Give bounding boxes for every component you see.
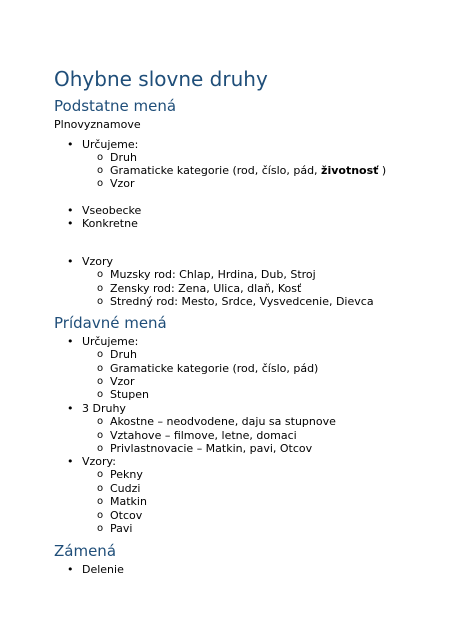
sub-marker: o — [97, 269, 104, 280]
sub-item-text: Otcov — [110, 509, 143, 522]
sub-marker: o — [97, 483, 104, 494]
heading-podstatne-mena: Podstatne mená — [54, 97, 177, 115]
sub-marker: o — [97, 430, 104, 441]
bullet-marker: • — [67, 138, 74, 151]
bold-word: životnosť — [321, 164, 379, 177]
sub-item-text: Muzsky rod: Chlap, Hrdina, Dub, Stroj — [110, 268, 316, 281]
bullet-marker: • — [67, 402, 74, 415]
sub-item-text: Vztahove – filmove, letne, domaci — [110, 429, 297, 442]
sub-marker: o — [97, 376, 104, 387]
sub-marker: o — [97, 349, 104, 360]
bullet-marker: • — [67, 204, 74, 217]
sub-marker: o — [97, 523, 104, 534]
list-item-text: Určujeme: — [82, 138, 139, 151]
sub-marker: o — [97, 416, 104, 427]
list-item-text: Určujeme: — [82, 335, 139, 348]
list-item-text: Konkretne — [82, 217, 138, 230]
bullet-marker: • — [67, 335, 74, 348]
list-item-text: Vzory — [82, 255, 114, 268]
sub-item-suffix: ) — [378, 164, 387, 177]
sub-item-text: Pavi — [110, 522, 133, 535]
sub-marker: o — [97, 363, 104, 374]
list-item-text: 3 Druhy — [82, 402, 126, 415]
list-item-text: Delenie — [82, 563, 124, 576]
sub-item-text: Matkin — [110, 495, 147, 508]
sub-item-text: Stredný rod: Mesto, Srdce, Vysvedcenie, Dievca — [110, 295, 374, 308]
bullet-marker: • — [67, 455, 74, 468]
sub-item-text: Akostne – neodvodene, daju sa stupnove — [110, 415, 336, 428]
sub-item-text: Druh — [110, 151, 137, 164]
bullet-marker: • — [67, 563, 74, 576]
sub-item-text: Cudzi — [110, 482, 141, 495]
heading-pridavne-mena: Prídavné mená — [54, 314, 167, 332]
bullet-marker: • — [67, 255, 74, 268]
sub-item-text: Privlastnovacie – Matkin, pavi, Otcov — [110, 442, 313, 455]
sub-item-text: Pekny — [110, 468, 143, 481]
sub-marker: o — [97, 283, 104, 294]
sub-item-prefix: Gramaticke kategorie (rod, číslo, pád, — [110, 164, 322, 177]
sub-marker: o — [97, 510, 104, 521]
heading-zamena: Zámená — [54, 542, 117, 560]
sub-marker: o — [97, 389, 104, 400]
sub-item-text: Vzor — [110, 375, 135, 388]
list-item-text: Vzory: — [82, 455, 116, 468]
bullet-marker: • — [67, 217, 74, 230]
sub-item-text: Gramaticke kategorie (rod, číslo, pád) — [110, 362, 319, 375]
sub-marker: o — [97, 443, 104, 454]
sub-item-text: Druh — [110, 348, 137, 361]
sub-item-text — [110, 164, 386, 177]
sub-marker: o — [97, 469, 104, 480]
sub-marker: o — [97, 152, 104, 163]
sub-marker: o — [97, 165, 104, 176]
document-title: Ohybne slovne druhy — [54, 67, 268, 91]
sub-item-text: Vzor — [110, 177, 135, 190]
sub-marker: o — [97, 296, 104, 307]
sub-marker: o — [97, 496, 104, 507]
sub-marker: o — [97, 178, 104, 189]
sub-item-text: Stupen — [110, 388, 149, 401]
intro-text: Plnovyznamove — [54, 118, 141, 131]
sub-item-text: Zensky rod: Zena, Ulica, dlaň, Kosť — [110, 282, 302, 295]
list-item-text: Vseobecke — [82, 204, 142, 217]
